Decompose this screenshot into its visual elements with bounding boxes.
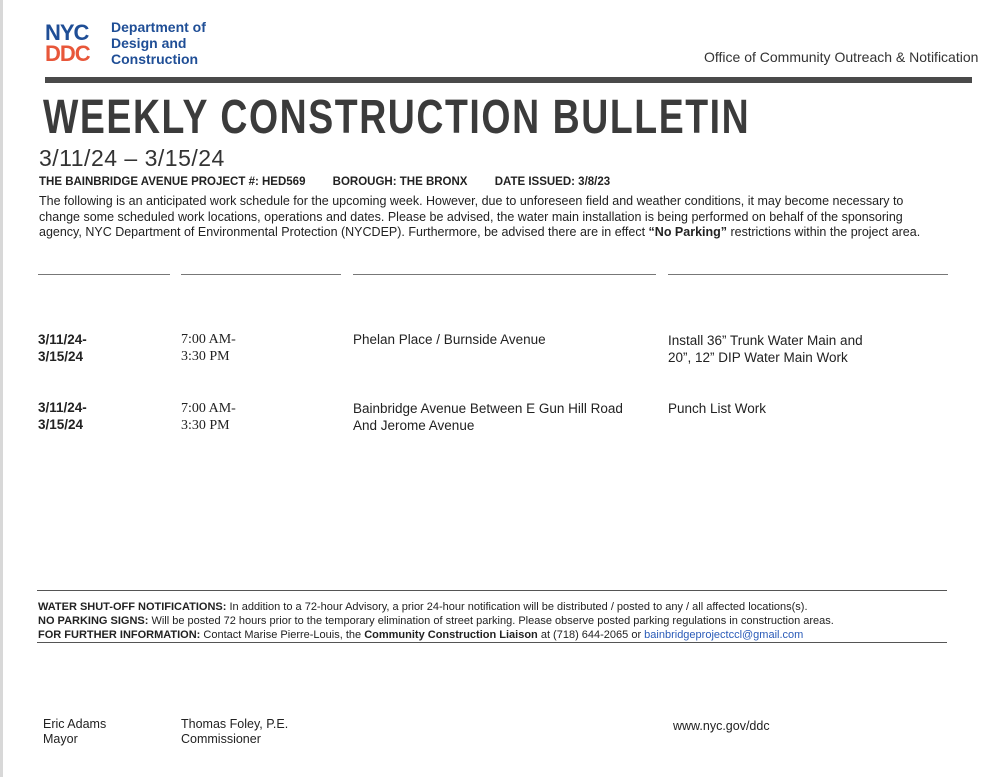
nyc-ddc-logo (45, 20, 103, 62)
no-parking-notice: NO PARKING SIGNS: Will be posted 72 hours prior to the temporary elimination of street parking. Please observe posted parking regulations in construction areas. (38, 615, 834, 627)
column-rule-time (181, 274, 341, 275)
contact-email-link[interactable]: bainbridgeprojectccl@gmail.com (644, 629, 804, 641)
table-row-location: Bainbridge Avenue Between E Gun Hill Road And Jerome Avenue (353, 401, 623, 433)
column-rule-location (353, 274, 656, 275)
notice-rule-bottom (37, 642, 947, 643)
table-row-time: 7:00 AM- 3:30 PM (181, 332, 236, 364)
bulletin-title: WEEKLY CONSTRUCTION BULLETIN (43, 91, 751, 144)
table-row-date: 3/11/24- 3/15/24 (38, 400, 87, 432)
project-number: THE BAINBRIDGE AVENUE PROJECT #: HED569 (39, 176, 306, 188)
table-row-time: 7:00 AM- 3:30 PM (181, 401, 236, 433)
project-meta (39, 176, 634, 188)
intro-paragraph: The following is an anticipated work schedule for the upcoming week. However, due to unforeseen field and weather conditions, it may become necessary to change some scheduled work locations, operations and dates. Please be advised, the water main installation is being performed on behalf of the sponsoring agency, NYC Department of Environmental Protection (NYCDEP). Furthermore, be advised there are in effect “No Parking” restrictions within the project area. (39, 194, 921, 239)
table-row-work: Punch List Work (668, 401, 767, 416)
svg-text:DDC: DDC (45, 41, 90, 62)
notice-rule-top (37, 590, 947, 591)
column-rule-date (38, 274, 170, 275)
table-row-work: Install 36” Trunk Water Main and 20”, 12” DIP Water Main Work (668, 333, 863, 365)
table-row-location: Phelan Place / Burnside Avenue (353, 332, 546, 347)
column-rule-work (668, 274, 948, 275)
table-row-date: 3/11/24- 3/15/24 (38, 332, 87, 364)
date-range: 3/11/24 – 3/15/24 (39, 145, 225, 171)
header-rule (45, 77, 972, 83)
svg-text:NYC: NYC (45, 20, 89, 45)
further-info-notice: FOR FURTHER INFORMATION: Contact Marise Pierre-Louis, the Community Construction Liaison at (718) 644-2065 or bainbridgeprojectccl@gmail.com (38, 629, 804, 641)
mayor-signature: Eric Adams Mayor (43, 717, 107, 746)
page-edge (0, 0, 3, 777)
water-shutoff-notice: WATER SHUT-OFF NOTIFICATIONS: In addition to a 72-hour Advisory, a prior 24-hour notification will be distributed / posted to any / all affected locations(s). (38, 601, 808, 613)
date-issued: DATE ISSUED: 3/8/23 (494, 176, 611, 188)
borough: BOROUGH: THE BRONX (332, 176, 468, 188)
office-name: Office of Community Outreach & Notification (704, 49, 979, 65)
org-name: Department of Design and Construction (111, 19, 206, 67)
website-link[interactable]: www.nyc.gov/ddc (673, 719, 770, 733)
commissioner-signature: Thomas Foley, P.E. Commissioner (181, 717, 289, 746)
